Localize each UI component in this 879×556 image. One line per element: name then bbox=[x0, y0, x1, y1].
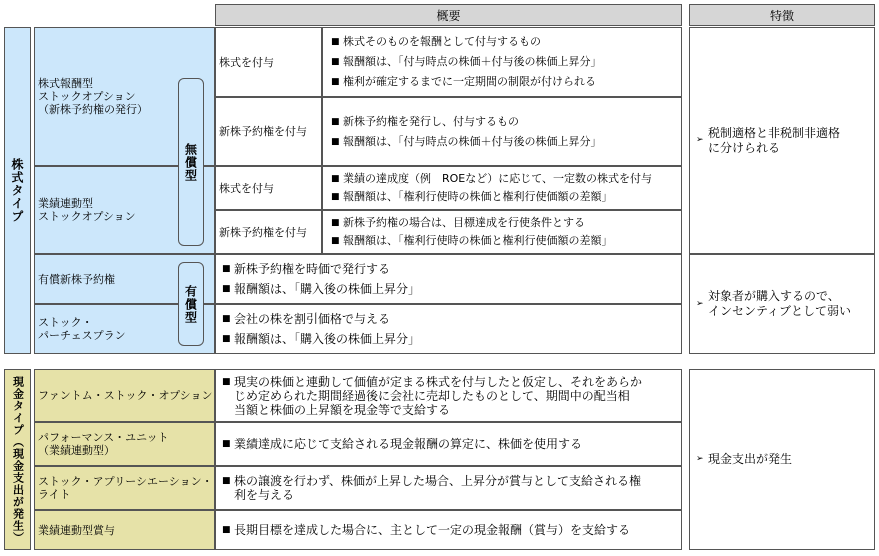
paid-type-badge-label: 有償型 bbox=[183, 284, 198, 324]
grant-method-0 bbox=[215, 27, 322, 97]
square-bullet-icon: ■ bbox=[331, 57, 340, 67]
free-type-badge-label: 無償型 bbox=[183, 142, 198, 182]
stock-type-name-0-label: 株式報酬型 ストックオプション （新株予約権の発行） bbox=[38, 77, 148, 116]
arrow-bullet-icon: ➢ bbox=[696, 454, 704, 464]
bullet-item bbox=[331, 190, 681, 204]
square-bullet-icon: ■ bbox=[331, 136, 340, 147]
cash-type-category-label: 現金タイプ（現金支出が発生） bbox=[11, 375, 25, 544]
paid-description-0 bbox=[215, 254, 682, 304]
grant-method-1-label: 新株予約権を付与 bbox=[219, 125, 307, 138]
paid-description-1 bbox=[215, 304, 682, 354]
free-description-2 bbox=[322, 166, 682, 210]
bullet-text: 報酬額は、「権利行使時の株価と権利行使価額の差額」 bbox=[343, 234, 613, 247]
square-bullet-icon: ■ bbox=[222, 476, 231, 486]
square-bullet-icon: ■ bbox=[331, 192, 340, 202]
stock-free-feature-text: 税制適格と非税制非適格 に分けられる bbox=[708, 125, 841, 155]
bullet-text: 長期目標を達成した場合に、主として一定の現金報酬（賞与）を支給する bbox=[234, 523, 631, 537]
cash-type-name-3-label: 業績連動型賞与 bbox=[38, 523, 115, 537]
grant-method-1 bbox=[215, 97, 322, 166]
bullet-item bbox=[331, 35, 681, 49]
bullet-item bbox=[222, 375, 681, 417]
cash-feature bbox=[689, 369, 875, 550]
stock-paid-feature bbox=[689, 254, 875, 354]
bullet-item bbox=[331, 216, 681, 230]
free-description-1 bbox=[322, 97, 682, 166]
square-bullet-icon: ■ bbox=[331, 116, 340, 127]
square-bullet-icon: ■ bbox=[331, 77, 340, 87]
bullet-text: 現実の株価と連動して価値が定まる株式を付与したと仮定し、それをあらか じめ定められた期間経過後に会社に売却したものとして、期間中の配当相 当額と株価の上昇額を現金等で支給する bbox=[234, 374, 643, 417]
cash-type-name-2 bbox=[34, 466, 215, 510]
stock-type-category bbox=[4, 27, 31, 354]
bullet-text: 業績の達成度（例 ROEなど）に応じて、一定数の株式を付与 bbox=[343, 172, 653, 185]
free-description-0 bbox=[322, 27, 682, 97]
bullet-text: 業績達成に応じて支給される現金報酬の算定に、株価を使用する bbox=[234, 437, 583, 451]
bullet-text: 権利が確定するまでに一定期間の制限が付けられる bbox=[343, 75, 596, 88]
bullet-text: 会社の株を割引価格で与える bbox=[234, 312, 391, 326]
bullet-text: 報酬額は、「付与時点の株価＋付与後の株価上昇分」 bbox=[343, 55, 602, 68]
bullet-item bbox=[222, 282, 681, 296]
cash-type-name-0 bbox=[34, 369, 215, 422]
cash-type-category bbox=[4, 369, 31, 550]
bullet-text: 株式そのものを報酬として付与するもの bbox=[343, 35, 541, 48]
free-description-3 bbox=[322, 210, 682, 254]
bullet-item bbox=[331, 75, 681, 89]
bullet-text: 報酬額は、「購入後の株価上昇分」 bbox=[234, 282, 421, 296]
bullet-text: 新株予約権の場合は、目標達成を行使条件とする bbox=[343, 216, 585, 229]
cash-type-name-2-label: ストック・アプリーシエーション・ ライト bbox=[38, 475, 213, 501]
square-bullet-icon: ■ bbox=[222, 334, 231, 344]
bullet-item bbox=[222, 332, 681, 346]
square-bullet-icon: ■ bbox=[222, 314, 231, 324]
square-bullet-icon: ■ bbox=[331, 37, 340, 47]
cash-description-1 bbox=[215, 422, 682, 466]
arrow-bullet-icon: ➢ bbox=[696, 135, 704, 145]
bullet-item bbox=[331, 55, 681, 69]
stock-paid-feature-text: 対象者が購入するので、 インセンティブとして弱い bbox=[708, 289, 852, 318]
bullet-text: 新株予約権を発行し、付与するもの bbox=[343, 114, 519, 128]
cash-description-0 bbox=[215, 369, 682, 422]
stock-type-name-2-label: 有償新株予約権 bbox=[38, 272, 115, 286]
cash-description-2 bbox=[215, 466, 682, 510]
square-bullet-icon: ■ bbox=[222, 376, 231, 387]
cash-type-name-3 bbox=[34, 510, 215, 550]
square-bullet-icon: ■ bbox=[331, 174, 340, 184]
square-bullet-icon: ■ bbox=[222, 525, 231, 535]
square-bullet-icon: ■ bbox=[331, 236, 340, 246]
bullet-item bbox=[331, 172, 681, 186]
bullet-text: 新株予約権を時価で発行する bbox=[234, 262, 391, 276]
grant-method-2-label: 株式を付与 bbox=[219, 181, 274, 195]
stock-type-category-label: 株式タイプ bbox=[10, 158, 24, 223]
bullet-item bbox=[222, 262, 681, 276]
cash-feature-text: 現金支出が発生 bbox=[708, 452, 793, 466]
paid-type-badge bbox=[178, 262, 204, 346]
cash-type-name-1-label: パフォーマンス・ユニット （業績連動型） bbox=[38, 431, 169, 457]
grant-method-0-label: 株式を付与 bbox=[219, 55, 274, 69]
bullet-item bbox=[222, 523, 681, 537]
stock-type-name-3-label: ストック・ パーチェスプラン bbox=[38, 316, 126, 342]
square-bullet-icon: ■ bbox=[331, 218, 340, 228]
arrow-bullet-icon: ➢ bbox=[696, 298, 704, 309]
grant-method-3 bbox=[215, 210, 322, 254]
stock-type-name-1-label: 業績連動型 ストックオプション bbox=[38, 197, 136, 223]
stock-free-feature bbox=[689, 27, 875, 254]
features-header-label: 特徴 bbox=[769, 8, 794, 23]
bullet-item bbox=[222, 474, 681, 502]
square-bullet-icon: ■ bbox=[222, 264, 231, 274]
bullet-item bbox=[331, 234, 681, 248]
square-bullet-icon: ■ bbox=[222, 439, 231, 449]
bullet-text: 報酬額は、「購入後の株価上昇分」 bbox=[234, 332, 421, 346]
cash-description-3 bbox=[215, 510, 682, 550]
bullet-text: 報酬額は、「権利行使時の株価と権利行使価額の差額」 bbox=[343, 190, 613, 203]
grant-method-2 bbox=[215, 166, 322, 210]
bullet-item bbox=[222, 437, 681, 451]
bullet-item bbox=[331, 115, 681, 129]
free-type-badge bbox=[178, 78, 204, 246]
bullet-text: 株の譲渡を行わず、株価が上昇した場合、上昇分が賞与として支給される権 利を与える bbox=[234, 474, 642, 502]
square-bullet-icon: ■ bbox=[222, 284, 231, 294]
bullet-text: 報酬額は、「付与時点の株価＋付与後の株価上昇分」 bbox=[343, 134, 602, 148]
overview-header-label: 概要 bbox=[436, 8, 461, 23]
features-header bbox=[689, 4, 875, 26]
grant-method-3-label: 新株予約権を付与 bbox=[219, 225, 307, 239]
overview-header bbox=[215, 4, 682, 26]
cash-type-name-1 bbox=[34, 422, 215, 466]
bullet-item bbox=[222, 312, 681, 326]
cash-type-name-0-label: ファントム・ストック・オプション bbox=[38, 389, 213, 402]
bullet-item bbox=[331, 135, 681, 149]
